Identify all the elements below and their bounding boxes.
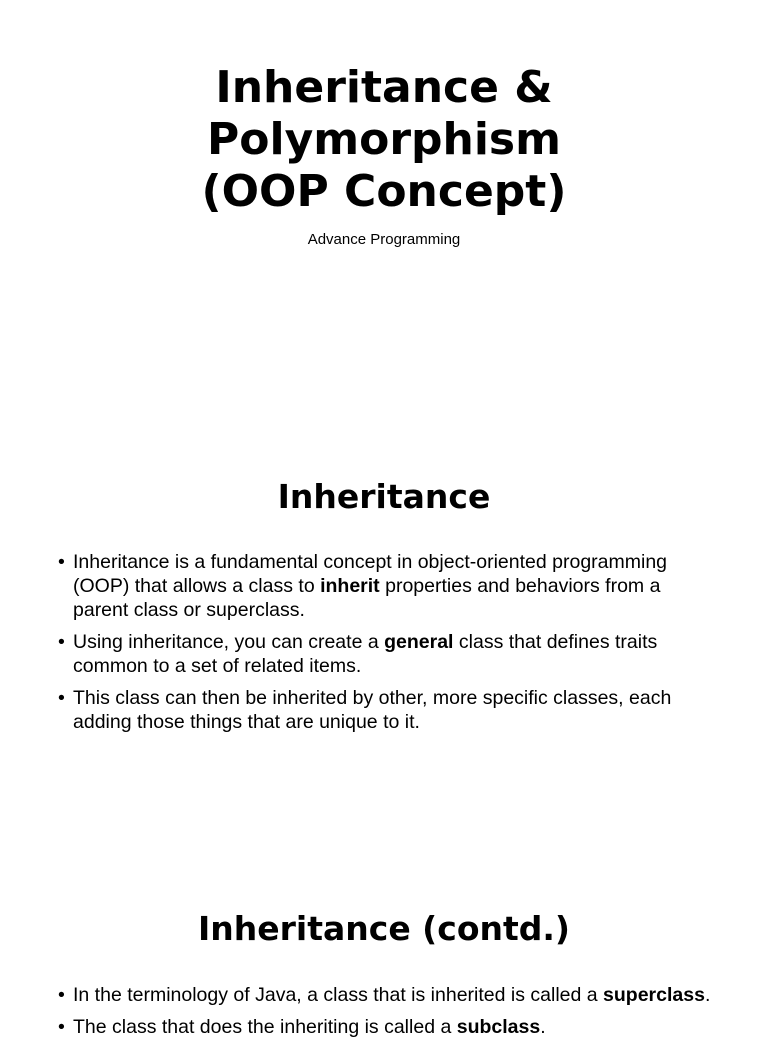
bullet-text: properties and behaviors from a parent class or superclass. (73, 575, 661, 621)
bullet-icon: • (58, 687, 65, 709)
presentation-subtitle: Advance Programming (307, 231, 461, 248)
bullet-emphasis: superclass (603, 984, 705, 1006)
bullet-emphasis: inherit (320, 575, 380, 597)
bullet-icon: • (58, 1016, 65, 1038)
bullet-text: Inheritance is a fundamental concept in object-oriented programming (OOP) that allows a class to (73, 551, 668, 597)
bullet-list (58, 550, 718, 742)
bullet-item (58, 630, 718, 678)
title-slide (0, 0, 768, 432)
bullet-item (58, 983, 718, 1007)
inheritance-contd-slide (0, 864, 768, 1038)
title-line: (OOP Concept) (201, 166, 567, 217)
bullet-emphasis: general (384, 631, 454, 653)
bullet-text: This class can then be inherited by other, more specific classes, each adding those things that are unique to it. (73, 687, 672, 733)
slide-heading: Inheritance (277, 477, 491, 516)
bullet-text: The class that does the inheriting is called a (73, 1016, 457, 1038)
bullet-icon: • (58, 551, 65, 573)
bullet-text: Using inheritance, you can create a (73, 631, 385, 653)
slide-heading: Inheritance (contd.) (197, 909, 571, 948)
title-line: Inheritance & (215, 62, 553, 113)
bullet-item (58, 1015, 718, 1039)
bullet-emphasis: subclass (456, 1016, 541, 1038)
bullet-text: . (704, 984, 711, 1006)
presentation-title (0, 62, 768, 218)
bullet-icon: • (58, 631, 65, 653)
title-line: Polymorphism (207, 114, 561, 165)
bullet-text: . (540, 1016, 546, 1038)
bullet-item (58, 550, 718, 622)
bullet-item (58, 686, 718, 734)
bullet-text: In the terminology of Java, a class that is inherited is called a (73, 984, 604, 1006)
bullet-text: class that defines traits common to a set of related items. (73, 631, 658, 677)
bullet-list (58, 983, 718, 1047)
inheritance-slide (0, 432, 768, 864)
bullet-icon: • (58, 984, 65, 1006)
